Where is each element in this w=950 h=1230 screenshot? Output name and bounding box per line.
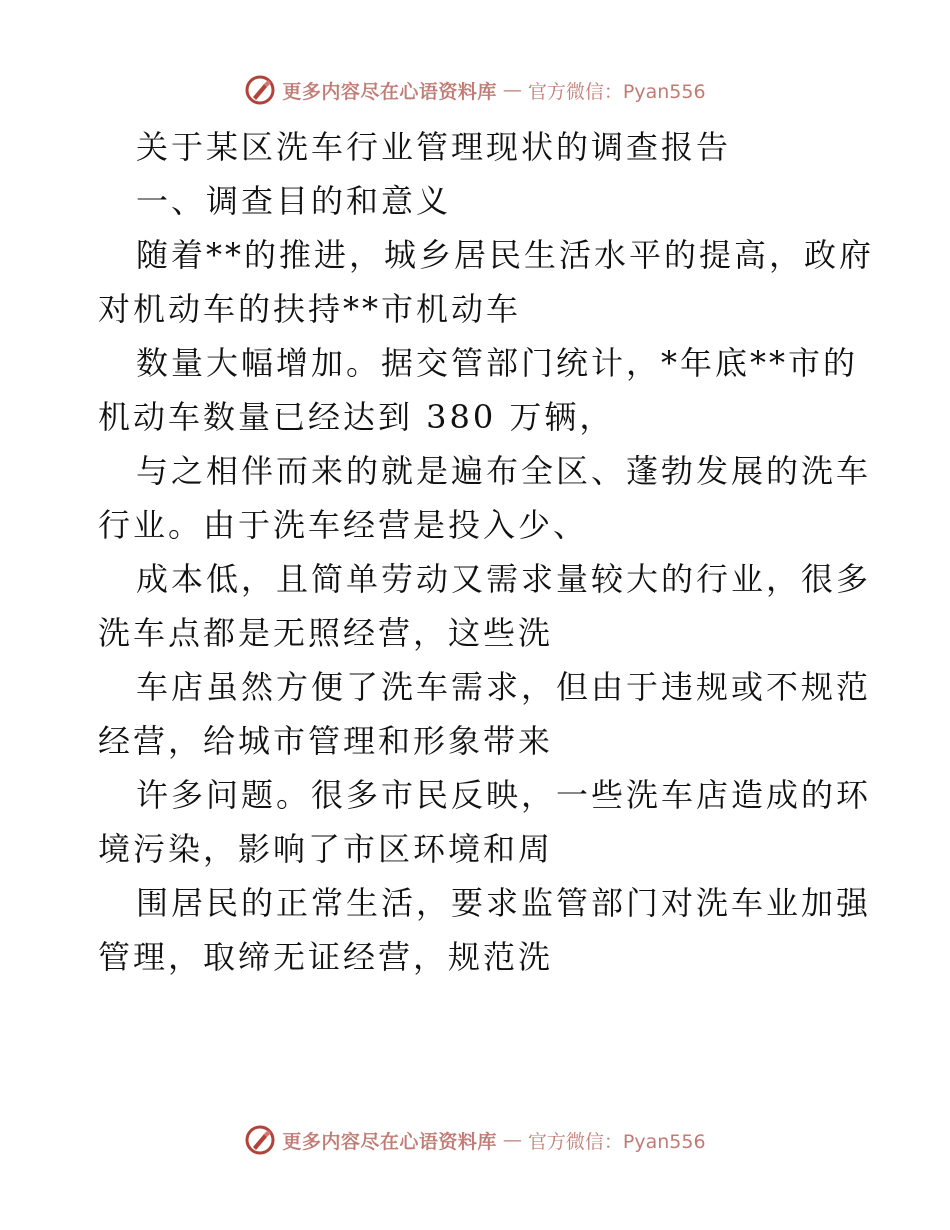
paragraph-line: 行业。由于洗车经营是投入少、 xyxy=(98,506,589,544)
banner-wechat-text: 官方微信：Pyan556 xyxy=(527,80,706,103)
banner-wechat-text: 官方微信：Pyan556 xyxy=(527,1130,706,1153)
paragraph-line: 许多问题。很多市民反映，一些洗车店造成的环 xyxy=(136,776,872,814)
pen-circle-logo-icon xyxy=(244,1124,276,1156)
banner-main-text: 更多内容尽在心语资料库 xyxy=(282,1130,497,1153)
footer-banner xyxy=(0,1120,950,1160)
document-title: 关于某区洗车行业管理现状的调查报告 xyxy=(136,128,732,166)
paragraph-line: 成本低，且简单劳动又需求量较大的行业，很多 xyxy=(136,560,872,598)
paragraph-line: 车店虽然方便了洗车需求，但由于违规或不规范 xyxy=(136,668,872,706)
paragraph-line: 经营，给城市管理和形象带来 xyxy=(98,722,554,760)
banner-separator: — xyxy=(502,79,522,101)
document-body xyxy=(98,120,875,984)
banner-separator: — xyxy=(502,1129,522,1151)
paragraph-line: 管理，取缔无证经营，规范洗 xyxy=(98,938,554,976)
paragraph-line: 境污染，影响了市区环境和周 xyxy=(98,830,554,868)
paragraph-line: 对机动车的扶持**市机动车 xyxy=(98,290,522,328)
paragraph-line: 洗车点都是无照经营，这些洗 xyxy=(98,614,554,652)
paragraph-line: 随着**的推进，城乡居民生活水平的提高，政府 xyxy=(136,236,875,274)
section-heading: 一、调查目的和意义 xyxy=(136,182,452,220)
paragraph-line: 机动车数量已经达到 380 万辆， xyxy=(98,398,615,436)
paragraph-line: 数量大幅增加。据交管部门统计，*年底**市的 xyxy=(136,344,859,382)
pen-circle-logo-icon xyxy=(244,74,276,106)
banner-main-text: 更多内容尽在心语资料库 xyxy=(282,80,497,103)
paragraph-line: 与之相伴而来的就是遍布全区、蓬勃发展的洗车 xyxy=(136,452,872,490)
header-banner xyxy=(0,70,950,110)
paragraph-line: 围居民的正常生活，要求监管部门对洗车业加强 xyxy=(136,884,872,922)
